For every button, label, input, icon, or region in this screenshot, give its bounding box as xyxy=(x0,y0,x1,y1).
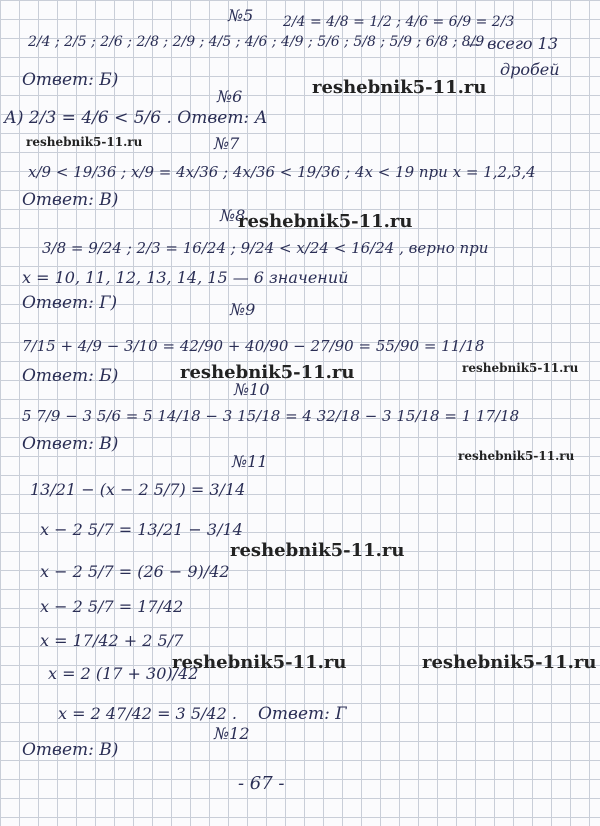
task-6-number: №6 xyxy=(217,87,243,106)
task-9-answer: Ответ: Б) xyxy=(22,366,119,386)
task-9-number: №9 xyxy=(230,300,256,319)
task-10-line: 5 7/9 − 3 5/6 = 5 14/18 − 3 15/18 = 4 32/18 − 3 15/18 = 1 17/18 xyxy=(22,407,520,425)
task-5-fraction-list: 2/4 ; 2/5 ; 2/6 ; 2/8 ; 2/9 ; 4/5 ; 4/6 ; 4/9 ; 5/6 ; 5/8 ; 5/9 ; 6/8 ; 8/9 xyxy=(28,34,485,50)
watermark: reshebnik5-11.ru xyxy=(462,361,579,375)
task-5-equalities: 2/4 = 4/8 = 1/2 ; 4/6 = 6/9 = 2/3 xyxy=(283,14,515,30)
task-11-number: №11 xyxy=(232,452,268,471)
task-9-line: 7/15 + 4/9 − 3/10 = 42/90 + 40/90 − 27/90 = 55/90 = 11/18 xyxy=(22,337,485,355)
task-5-answer: Ответ: Б) xyxy=(22,70,119,90)
task-5-note: — всего 13 xyxy=(466,34,558,53)
task-11-line-1: 13/21 − (x − 2 5/7) = 3/14 xyxy=(30,480,246,499)
watermark: reshebnik5-11.ru xyxy=(230,540,405,561)
watermark: reshebnik5-11.ru xyxy=(26,135,143,149)
task-10-answer: Ответ: В) xyxy=(22,434,119,454)
task-5-note-cont: дробей xyxy=(500,60,560,79)
task-7-answer: Ответ: В) xyxy=(22,190,119,210)
watermark: reshebnik5-11.ru xyxy=(180,362,355,383)
task-11-line-5: x = 17/42 + 2 5/7 xyxy=(40,631,184,650)
watermark: reshebnik5-11.ru xyxy=(422,652,597,673)
watermark: reshebnik5-11.ru xyxy=(238,211,413,232)
task-8-answer: Ответ: Г) xyxy=(22,293,118,313)
task-11-answer: Ответ: Г xyxy=(258,704,347,724)
task-7-number: №7 xyxy=(214,134,240,153)
watermark: reshebnik5-11.ru xyxy=(172,652,347,673)
task-11-line-7: x = 2 47/42 = 3 5/42 . xyxy=(58,704,237,723)
task-6-line: А) 2/3 = 4/6 < 5/6 . Ответ: А xyxy=(4,108,268,128)
task-11-line-3: x − 2 5/7 = (26 − 9)/42 xyxy=(40,562,230,581)
watermark: reshebnik5-11.ru xyxy=(312,77,487,98)
task-5-number: №5 xyxy=(228,6,254,25)
task-8-number: №8 xyxy=(220,206,246,225)
task-12-number: №12 xyxy=(214,724,250,743)
task-11-line-6: x = 2 (17 + 30)/42 xyxy=(48,664,199,683)
task-11-line-2: x − 2 5/7 = 13/21 − 3/14 xyxy=(40,520,243,539)
task-12-answer: Ответ: В) xyxy=(22,740,119,760)
task-10-number: №10 xyxy=(234,380,270,399)
task-11-line-4: x − 2 5/7 = 17/42 xyxy=(40,597,184,616)
page-number: - 67 - xyxy=(238,773,285,794)
task-8-line: 3/8 = 9/24 ; 2/3 = 16/24 ; 9/24 < x/24 < 16/24 , верно при xyxy=(42,239,489,257)
task-7-line: x/9 < 19/36 ; x/9 = 4x/36 ; 4x/36 < 19/36 ; 4x < 19 при x = 1,2,3,4 xyxy=(28,163,536,181)
watermark: reshebnik5-11.ru xyxy=(458,449,575,463)
task-8-values: x = 10, 11, 12, 13, 14, 15 — 6 значений xyxy=(22,268,349,287)
